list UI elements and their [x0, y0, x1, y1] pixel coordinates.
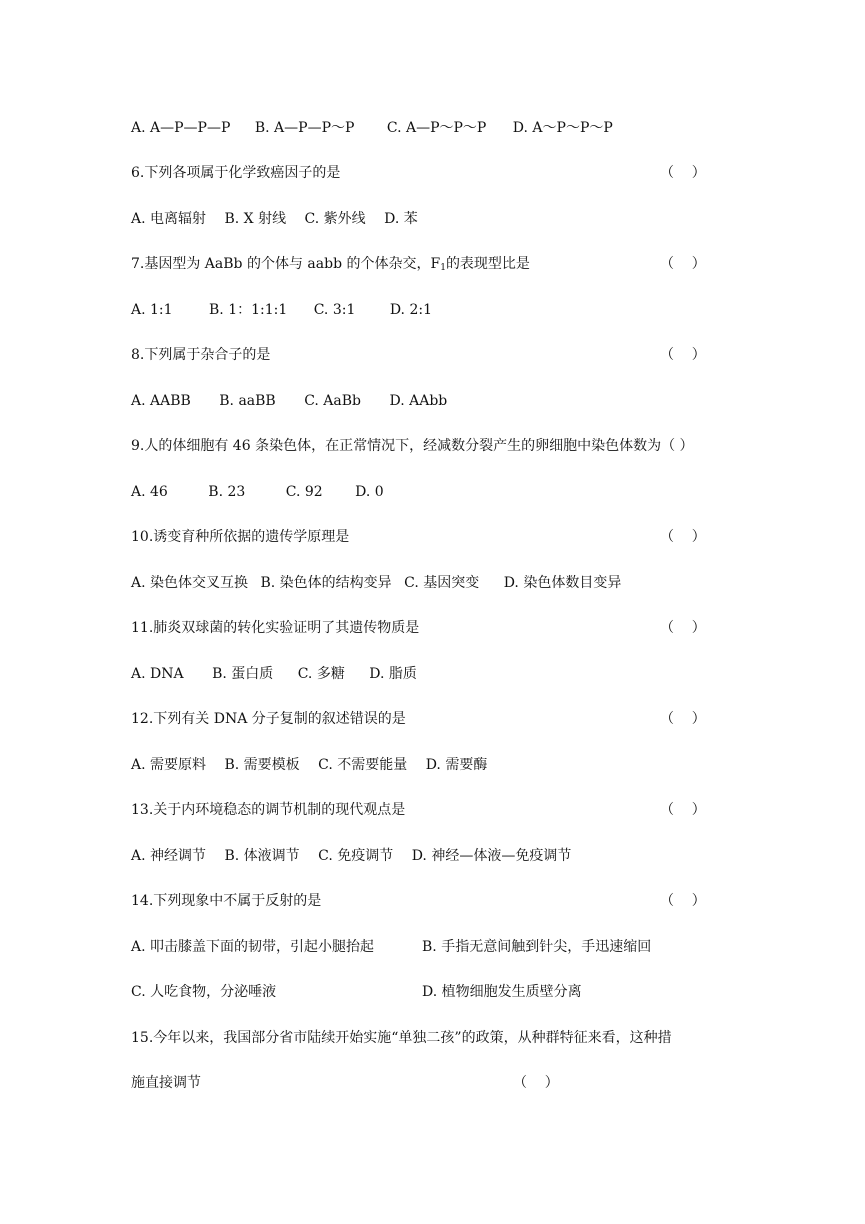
option-d: D. 神经—体液—免疫调节 [411, 848, 572, 864]
option-a: A. AABB [131, 393, 191, 409]
q14-stem: 14.下列现象中不属于反射的是 [131, 893, 322, 909]
option-d: D. 2:1 [389, 302, 432, 318]
option-a: A. A—P—P—P [131, 120, 231, 136]
q8-stem: 8.下列属于杂合子的是 [131, 347, 271, 363]
option-c: C. 基因突变 [404, 575, 480, 591]
option-b: B. 蛋白质 [212, 666, 274, 682]
option-a: A. 需要原料 [131, 757, 207, 773]
q14-answer-paren: （ ） [660, 893, 706, 909]
option-a: A. 神经调节 [131, 848, 207, 864]
q9-options [131, 481, 745, 503]
q6-answer-paren: （ ） [660, 165, 706, 181]
option-b: B. X 射线 [224, 211, 287, 227]
option-a: A. DNA [131, 666, 184, 682]
q10-options [131, 572, 745, 594]
q15-stem-line2: 施直接调节 [131, 1075, 201, 1091]
option-b: B. 23 [208, 484, 246, 500]
q7-stem [131, 253, 745, 275]
q9-stem: 9.人的体细胞有 46 条染色体，在正常情况下，经减数分裂产生的卵细胞中染色体数为（ ） [131, 438, 694, 454]
q15-stem-line1: 15.今年以来，我国部分省市陆续开始实施“单独二孩”的政策，从种群特征来看，这种措 [131, 1030, 672, 1046]
option-c: C. AaBb [304, 393, 362, 409]
q11-stem: 11.肺炎双球菌的转化实验证明了其遗传物质是 [131, 620, 420, 636]
option-a: A. 电离辐射 [131, 211, 207, 227]
option-a: A. 46 [131, 484, 168, 500]
option-c: C. 不需要能量 [318, 757, 408, 773]
option-c: C. A—P～P～P [386, 120, 487, 136]
option-d: D. 0 [355, 484, 384, 500]
q10-answer-paren: （ ） [660, 529, 706, 545]
option-d: D. 植物细胞发生质壁分离 [422, 984, 582, 1000]
option-b: B. 需要模板 [224, 757, 300, 773]
option-c: C. 人吃食物，分泌唾液 [131, 984, 277, 1000]
q7-answer-paren: （ ） [660, 256, 706, 272]
q7-stem-pre: 7.基因型为 AaBb 的个体与 aabb 的个体杂交，F [131, 256, 441, 272]
option-b: B. 1：1:1:1 [209, 302, 288, 318]
option-b: B. 手指无意间触到针尖，手迅速缩回 [422, 939, 652, 955]
option-d: D. 染色体数目变异 [503, 575, 622, 591]
q13-options [131, 845, 745, 867]
option-a: A. 1:1 [131, 302, 173, 318]
option-a: A. 叩击膝盖下面的韧带，引起小腿抬起 [131, 939, 375, 955]
option-b: B. A—P—P～P [254, 120, 355, 136]
q7-options [131, 299, 745, 321]
q13-stem: 13.关于内环境稳态的调节机制的现代观点是 [131, 802, 406, 818]
q10-stem: 10.诱变育种所依据的遗传学原理是 [131, 529, 350, 545]
q12-stem: 12.下列有关 DNA 分子复制的叙述错误的是 [131, 711, 406, 727]
option-c: C. 免疫调节 [318, 848, 394, 864]
option-b: B. 染色体的结构变异 [260, 575, 392, 591]
option-c: C. 紫外线 [304, 211, 366, 227]
option-d: D. 需要酶 [425, 757, 488, 773]
q11-options [131, 663, 745, 685]
q6-options [131, 208, 745, 230]
q12-answer-paren: （ ） [660, 711, 706, 727]
q7-stem-subscript: 1 [440, 263, 446, 273]
q5-options [131, 117, 745, 139]
option-c: C. 92 [285, 484, 323, 500]
option-b: B. aaBB [219, 393, 276, 409]
q13-answer-paren: （ ） [660, 802, 706, 818]
option-d: D. AAbb [389, 393, 448, 409]
option-d: D. 脂质 [369, 666, 417, 682]
q8-answer-paren: （ ） [660, 347, 706, 363]
option-c: C. 3:1 [313, 302, 356, 318]
option-d: D. 苯 [384, 211, 418, 227]
option-d: D. A～P～P～P [512, 120, 613, 136]
q8-options [131, 390, 745, 412]
q7-stem-post: 的表现型比是 [445, 256, 530, 272]
q12-options [131, 754, 745, 776]
q15-answer-paren: （ ） [513, 1075, 559, 1091]
option-b: B. 体液调节 [224, 848, 300, 864]
q14-options-row2 [131, 981, 745, 1003]
option-a: A. 染色体交叉互换 [131, 575, 249, 591]
q6-stem: 6.下列各项属于化学致癌因子的是 [131, 165, 341, 181]
q11-answer-paren: （ ） [660, 620, 706, 636]
option-c: C. 多糖 [297, 666, 345, 682]
q14-options-row1 [131, 936, 745, 958]
